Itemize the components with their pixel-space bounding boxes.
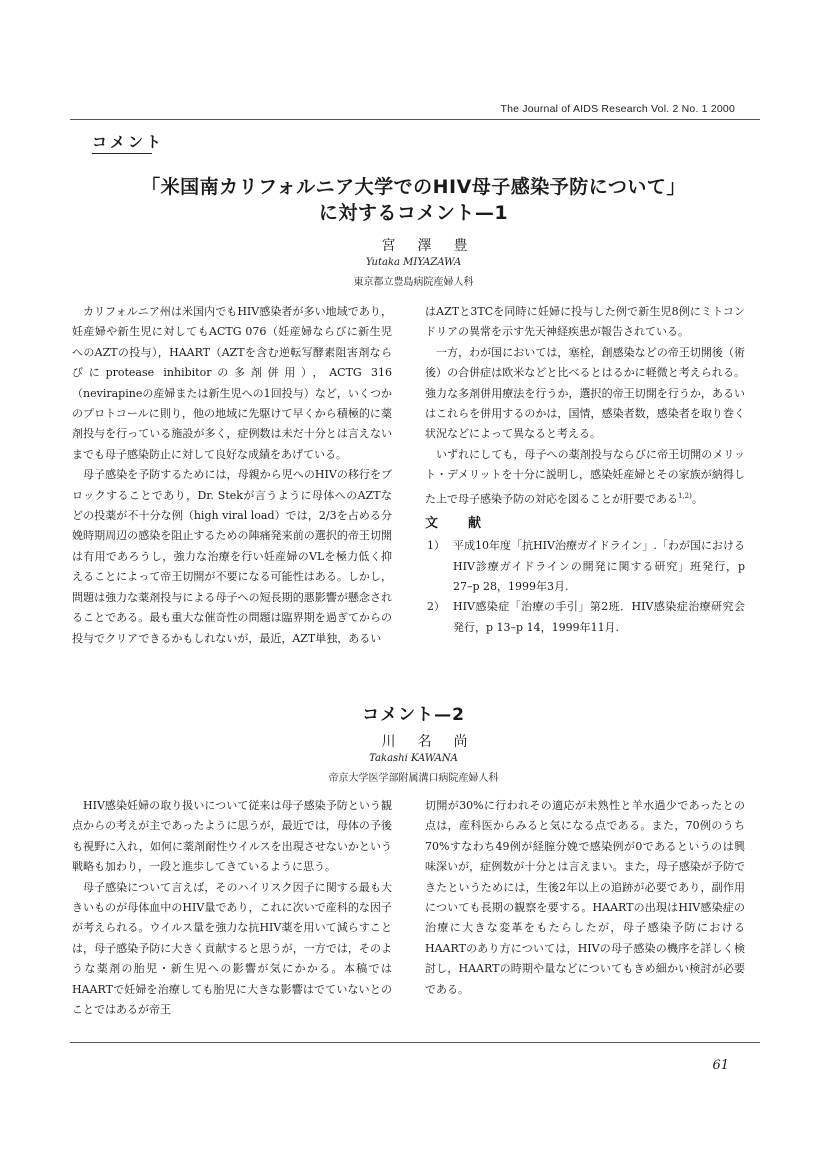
comment2-left-para-2: 母子感染について言えば，そのハイリスク因子に関する最も大きいものが母体血中のHIV量であり，これに次いで産科的な因子が考えられる。ウイルス量を強力な抗HIV薬を用いて減らすことは，母子感染予防に大きく貢献すると思うが，一方では，そのような薬剤の胎児・新生児への影響が気にかかる。本稿ではHAARTで妊婦を治療しても胎児に大きな影響はでていないとのことではあるが帝王 bbox=[72, 880, 392, 1017]
comment1-title-line2: に対するコメント—1 bbox=[318, 202, 509, 224]
section-label: コメント bbox=[92, 133, 165, 151]
page-number: 61 bbox=[712, 1058, 729, 1073]
comment1-right-para-2: 一方，わが国においては，塞栓，創感染などの帝王切開後（術後）の合併症は欧米などと比べるとはるかに軽微と考えられる。強力な多剤併用療法を行うか，選択的帝王切開を行うか，あるいはこれらを併用するのかは，国情，感染者数，感染者を取り巻く状況などによって異なると考える。 bbox=[425, 345, 745, 441]
comment2-right-para-1: 切開が30%に行われその適応が未熟性と羊水過少であったとの点は，産科医からみると気になる点である。また，70例のうち70%すなわち49例が経膣分娩で感染例が0であるというのは興味深いが，症例数が十分とは言えまい。また，母子感染が予防できたというためには，生後2年以上の追跡が必要であり，副作用についても長期の観察を要する。HAARTの出現はHIV感染症の治療に大きな変革をもたらしたが，母子感染予防におけるHAARTのあり方については，HIVの母子感染の機序を詳しく検討し，HAARTの時期や量などについてもきめ細かい検討が必要である。 bbox=[425, 799, 745, 996]
comment1-right-para-3 bbox=[425, 445, 745, 510]
comment1-left-column bbox=[72, 302, 392, 649]
comment2-title: コメント—2 bbox=[362, 705, 465, 725]
comment2-author-roman: Takashi KAWANA bbox=[369, 753, 458, 764]
comment1-right-para-3-text: いずれにしても，母子への薬剤投与ならびに帝王切開のメリット・デメリットを十分に説明し，感染妊産婦とその家族が納得した上で母子感染予防の対応を図ることが肝要である bbox=[425, 447, 745, 506]
comment1-author-roman: Yutaka MIYAZAWA bbox=[365, 257, 462, 268]
comment1-right-para-1: はAZTと3TCを同時に妊婦に投与した例で新生児8例にミトコンドリアの異常を示す先天神経疾患が報告されている。 bbox=[425, 305, 745, 339]
comment1-author: 宮澤豊 bbox=[381, 238, 490, 254]
comment2-right-column bbox=[425, 796, 745, 1000]
reference-text: HIV感染症「治療の手引」第2班．HIV感染症治療研究会発行，p 13–p 14，1999年11月. bbox=[453, 600, 745, 634]
comment2-left-para-1: HIV感染妊婦の取り扱いについて従来は母子感染予防という観点からの考えが主であったように思うが，最近では，母体の予後も視野に入れ，如何に薬剤耐性ウイルスを出現させないかという戦略も加わり，一段と進歩してきているように思う。 bbox=[72, 799, 392, 874]
citation-superscript: 1,2) bbox=[678, 491, 692, 500]
reference-number: 2） bbox=[427, 600, 445, 614]
footer-rule bbox=[70, 1042, 760, 1043]
reference-item bbox=[425, 536, 745, 597]
comment1-left-para-2: 母子感染を予防するためには，母親から児へのHIVの移行をブロックすることであり，Dr. Stekが言うように母体へのAZTなどの投薬が不十分な例（high viral load）では，2/3を占める分娩時期周辺の感染を阻止するための陣痛発来前の選択的帝王切開は有用であろうし，強力な治療を行い妊産婦のVLを極力低く抑えることによって帝王切開が不要になる可能性はある。しかし，問題は強力な薬剤投与による母子への短長期的悪影響が懸念されることである。最も重大な催奇性の問題は臨界期を過ぎてからの投与でクリアできるかもしれないが，最近，AZT単独，あるい bbox=[72, 468, 392, 645]
comment1-right-para-3-tail: 。 bbox=[691, 492, 703, 506]
comment2-affiliation: 帝京大学医学部附属溝口病院産婦人科 bbox=[328, 773, 499, 784]
comment1-title-line1: 「米国南カリフォルニア大学でのHIV母子感染予防について」 bbox=[141, 176, 686, 198]
reference-number: 1） bbox=[427, 539, 445, 553]
comment1-left-para-1: カリフォルニア州は米国内でもHIV感染者が多い地域であり，妊産婦や新生児に対してもACTG 076（妊産婦ならびに新生児へのAZTの投与），HAART（AZTを含む逆転写酵素阻害剤ならびにprotease inhibitorの多剤併用），ACTG 316（nevirapineの産婦または新生児への1回投与）など，いくつかのプロトコールに則り，他の地域に先駆けて早くから積極的に薬剤投与を行っている施設が多く，症例数は未だ十分とは言えないまでも母子感染防止に対して良好な成績をあげている。 bbox=[72, 305, 392, 461]
references-heading: 文献 bbox=[425, 515, 512, 531]
comment1-affiliation: 東京都立豊島病院産婦人科 bbox=[353, 277, 474, 288]
journal-header: The Journal of AIDS Research Vol. 2 No. 1 2000 bbox=[500, 103, 735, 115]
section-label-underline bbox=[92, 153, 152, 154]
reference-text: 平成10年度「抗HIV治療ガイドライン」.「わが国におけるHIV診療ガイドラインの開発に関する研究」班発行，p 27–p 28，1999年3月. bbox=[453, 539, 745, 593]
comment2-left-column bbox=[72, 796, 392, 1020]
reference-item bbox=[425, 597, 745, 638]
comment1-right-column bbox=[425, 302, 745, 638]
header-rule bbox=[70, 119, 760, 120]
comment2-author: 川名尚 bbox=[381, 734, 490, 750]
